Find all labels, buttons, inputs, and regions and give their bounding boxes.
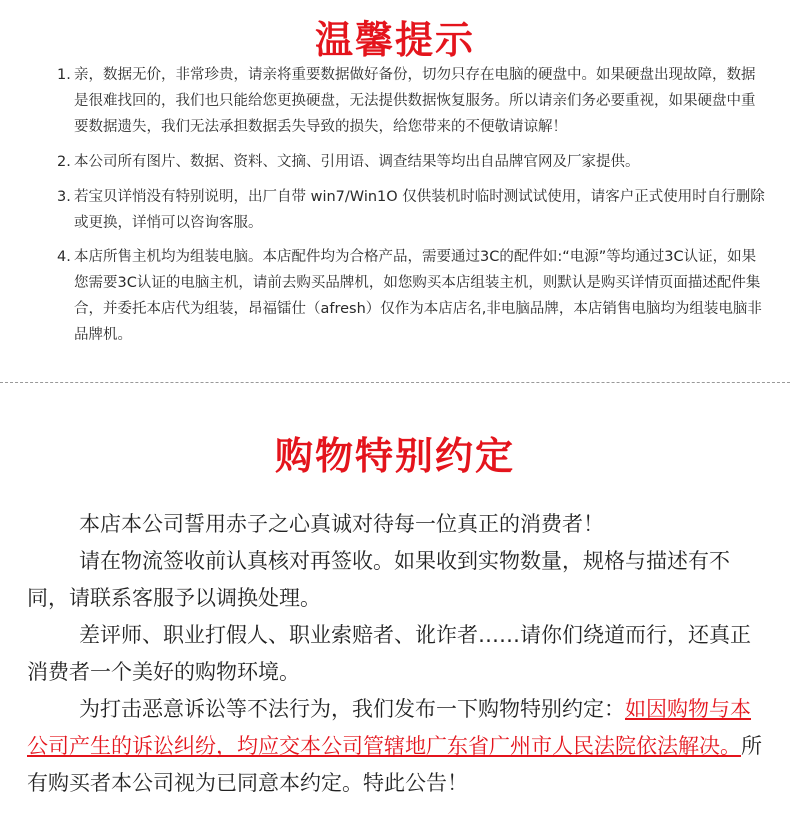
terms-body — [27, 506, 767, 802]
notice-title: 温馨提示 — [314, 18, 475, 62]
notice-item-1 — [57, 62, 767, 140]
terms-paragraph-4-lead: 为打击恶意诉讼等不法行为，我们发布一下购物特别约定： — [79, 697, 625, 721]
jurisdiction-clause: 如因购物与本公司产生的诉讼纠纷，均应交本公司管辖地广东省广州市人民法院依法解决。 — [27, 697, 751, 758]
terms-paragraph-2: 请在物流签收前认真核对再签收。如果收到实物数量，规格与描述有不同，请联系客服予以调换处理。 — [27, 549, 730, 610]
notice-item-text: 本公司所有图片、数据、资料、文摘、引用语、调查结果等均出自品牌官网及厂家提供。 — [74, 154, 640, 170]
notice-item-text: 亲，数据无价，非常珍贵，请亲将重要数据做好备份，切勿只存在电脑的硬盘中。如果硬盘出现故障，数据是很难找回的，我们也只能给您更换硬盘，无法提供数据恢复服务。所以请亲们务必要重视，如果硬盘中重要数据遗失，我们无法承担数据丢失导致的损失，给您带来的不便敬请谅解！ — [74, 67, 756, 135]
notice-item-text: 本店所售主机均为组装电脑。本店配件均为合格产品，需要通过3C的配件如:“电源”等均通过3C认证，如果您需要3C认证的电脑主机，请前去购买品牌机，如您购买本店组装主机，则默认是购买详情页面描述配件集合，并委托本店代为组装，昂福镭仕（afresh）仅作为本店店名,非电脑品牌，本店销售电脑均为组装电脑非品牌机。 — [74, 249, 762, 343]
notice-item-3 — [57, 184, 767, 236]
notice-item-number: 4. — [57, 249, 71, 265]
notice-item-number: 2. — [57, 154, 71, 170]
notice-item-2 — [57, 149, 767, 175]
notice-item-4 — [57, 244, 767, 348]
notice-item-number: 1. — [57, 67, 71, 83]
notice-item-number: 3. — [57, 189, 71, 205]
terms-paragraph-4-tail: 所有购买者本公司视为已同意本约定。特此公告！ — [27, 734, 762, 795]
terms-paragraph-4 — [27, 691, 767, 802]
terms-paragraph-1: 本店本公司誓用赤子之心真诚对待每一位真正的消费者！ — [79, 512, 604, 536]
notice-list — [57, 62, 767, 348]
terms-paragraph-3: 差评师、职业打假人、职业索赔者、讹诈者……请你们绕道而行，还真正消费者一个美好的购物环境。 — [27, 623, 751, 684]
terms-title: 购物特别约定 — [274, 434, 515, 478]
dashed-divider — [0, 382, 790, 383]
notice-item-text: 若宝贝详悄没有特别说明，出厂自带 win7/Win1O 仅供装机时临时测试试使用，请客户正式使用时自行删除或更换，详悄可以咨询客服。 — [74, 189, 765, 231]
